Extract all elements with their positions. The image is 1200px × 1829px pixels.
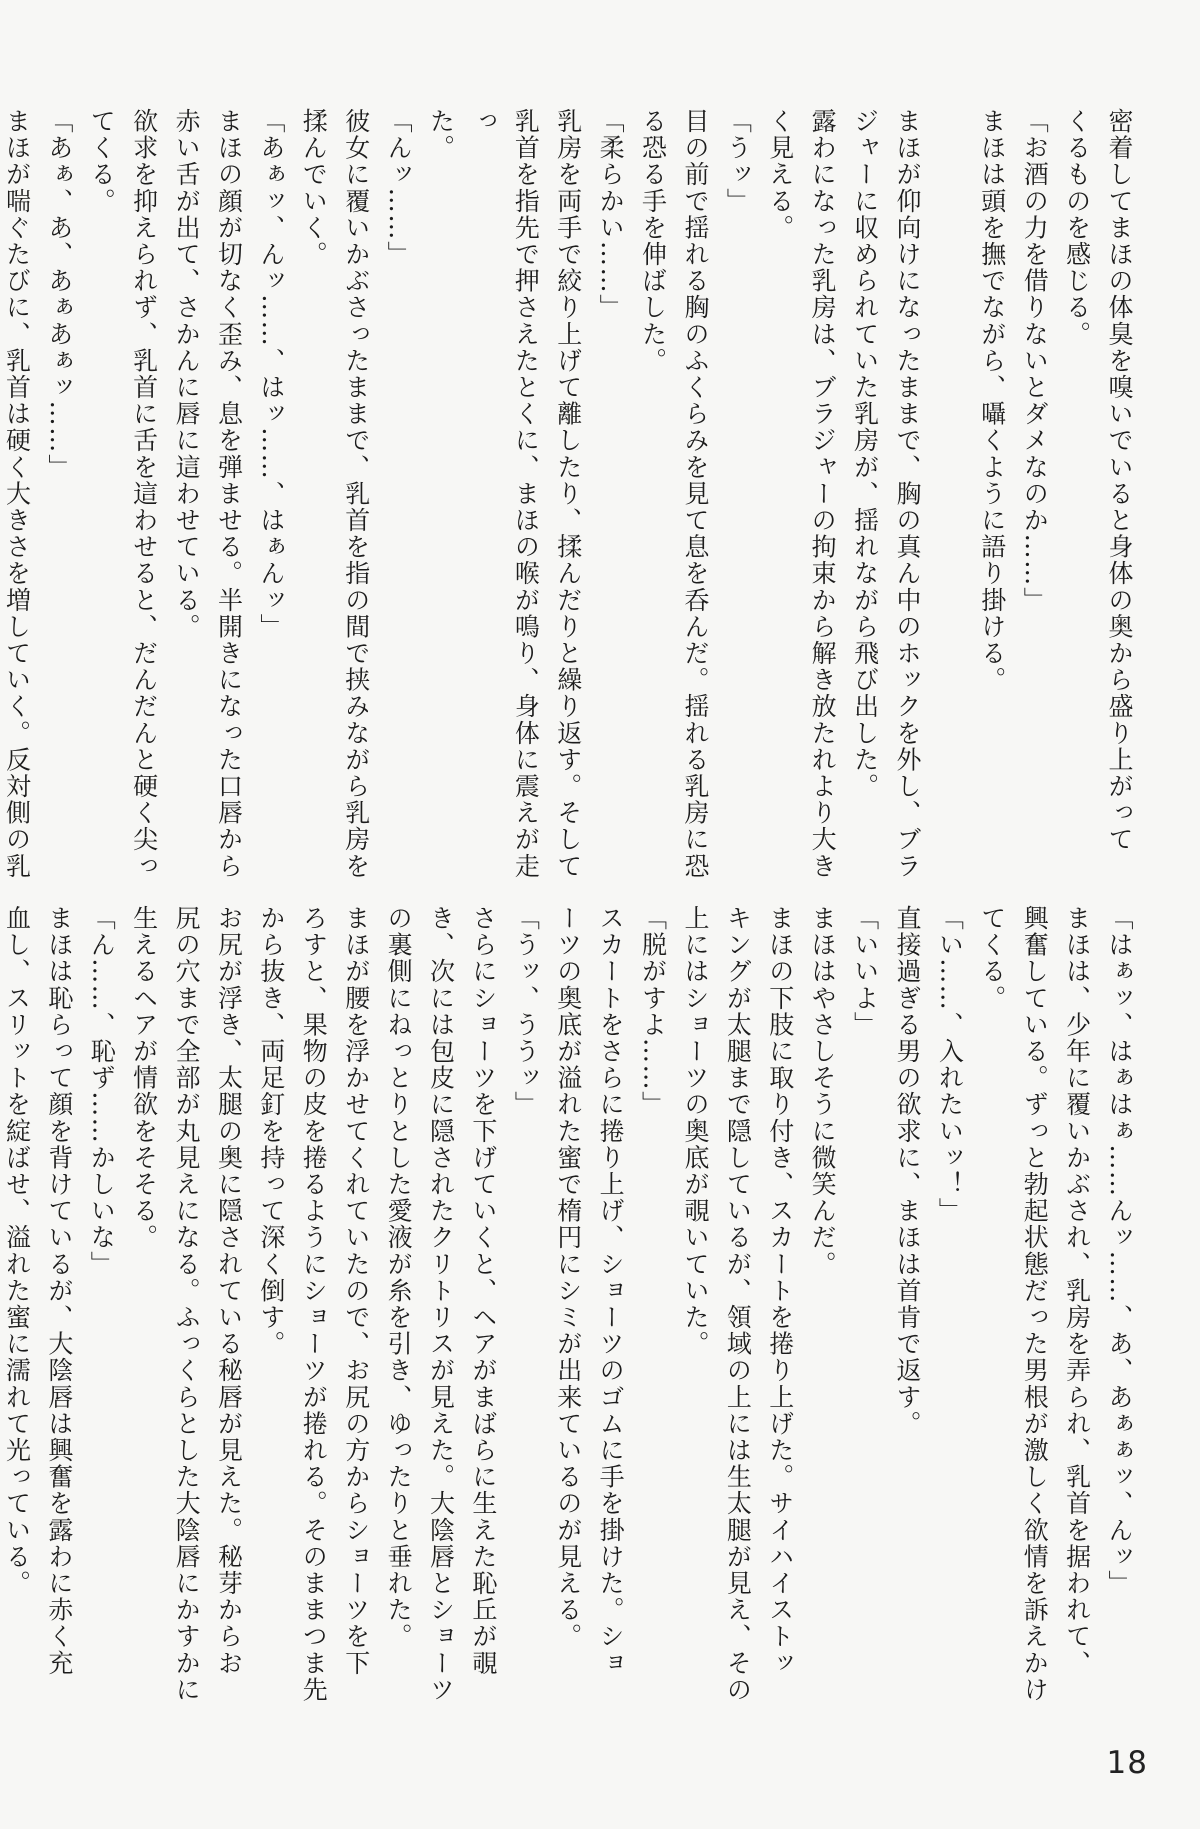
text-line: 乳首を指先で押さえたとくに、まほの喉が鳴り、身体に震えが走っ: [468, 108, 541, 880]
text-line: 欲求を抑えられず、乳首に舌を這わせると、だんだんと硬く尖っ: [129, 108, 159, 880]
text-line: 「はぁッ、はぁはぁ……んッ……、あ、あぁぁッ、んッ」: [1105, 905, 1134, 1597]
text-line: てくる。: [87, 108, 117, 215]
lower-text-block: [2, 905, 1140, 1705]
text-line: スカートをさらに捲り上げ、ショーツのゴムに手を掛けた。ショ: [596, 905, 626, 1677]
text-line: まほが腰を浮かせてくれていたので、お尻の方からショーツを下: [341, 905, 371, 1677]
text-line: まほはやさしそうに微笑んだ。: [808, 905, 838, 1278]
text-line: 密着してまほの体臭を嗅いでいると身体の奥から盛り上がって: [1105, 108, 1134, 853]
text-line: 「いいよ」: [850, 905, 880, 1038]
text-line: 「脱がすよ……」: [638, 905, 668, 1118]
page-number: 18: [1106, 1745, 1148, 1781]
text-line: まほは頭を撫でながら、囁くように語り掛ける。: [977, 108, 1007, 694]
text-line: 血し、スリットを綻ばせ、溢れた蜜に濡れて光っている。: [2, 905, 32, 1597]
text-line: まほは恥らって顔を背けているが、大陰唇は興奮を露わに赤く充: [44, 905, 74, 1677]
text-line: まほの顔が切なく歪み、息を弾ませる。半開きになった口唇から: [214, 108, 244, 880]
text-line: 「ん……、恥ず……かしいな」: [87, 905, 117, 1278]
text-line: 「あぁッ、んッ……、はッ……、はぁんッ」: [256, 108, 286, 640]
text-line: [928, 108, 970, 883]
text-line: 尻の穴まで全部が丸見えになる。ふっくらとした大陰唇にかすかに: [172, 905, 202, 1703]
text-line: 「あぁ、あ、あぁあぁッ……」: [44, 108, 74, 481]
text-line: ジャーに収められていた乳房が、揺れながら飛び出した。: [850, 108, 880, 800]
text-line: 上にはショーツの奥底が覗いていた。: [680, 905, 710, 1358]
text-line: ーツの奥底が溢れた蜜で楕円にシミが出来ているのが見える。: [553, 905, 583, 1650]
text-line: 赤い舌が出て、さかんに唇に這わせている。: [172, 108, 202, 640]
text-line: 乳房を両手で絞り上げて離したり、揉んだりと繰り返す。そして: [553, 108, 583, 880]
text-line: まほの下肢に取り付き、スカートを捲り上げた。サイハイストッ: [765, 905, 795, 1677]
text-line: 「柔らかい……」: [596, 108, 626, 321]
text-line: 「い……、入れたいッ！」: [935, 905, 965, 1225]
text-line: 生えるヘアが情欲をそそる。: [129, 905, 159, 1251]
text-line: まほが仰向けになったままで、胸の真ん中のホックを外し、ブラ: [892, 108, 922, 880]
text-line: さらにショーツを下げていくと、ヘアがまばらに生えた恥丘が覗: [468, 905, 498, 1677]
text-line: 興奮している。ずっと勃起状態だった男根が激しく欲情を訴えかけ: [1020, 905, 1050, 1703]
text-line: お尻が浮き、太腿の奥に隠されている秘唇が見えた。秘芽からお: [214, 905, 244, 1677]
text-line: 直接過ぎる男の欲求に、まほは首肯で返す。: [892, 905, 922, 1437]
upper-text-block: [2, 108, 1140, 883]
text-line: 彼女に覆いかぶさったままで、乳首を指の間で挟みながら乳房を: [341, 108, 371, 880]
text-line: く見える。: [765, 108, 795, 241]
text-line: た。: [426, 108, 456, 162]
text-line: まほが喘ぐたびに、乳首は硬く大きさを増していく。反対側の乳: [2, 108, 32, 880]
text-line: キングが太腿まで隠しているが、領域の上には生太腿が見え、その: [723, 905, 753, 1703]
text-line: の裏側にねっとりとした愛液が糸を引き、ゆったりと垂れた。: [384, 905, 414, 1650]
text-line: まほは、少年に覆いかぶされ、乳房を弄られ、乳首を据われて、: [1062, 905, 1092, 1677]
text-line: から抜き、両足釘を持って深く倒す。: [256, 905, 286, 1358]
text-line: 「んッ……」: [384, 108, 414, 268]
text-line: てくる。: [977, 905, 1007, 1012]
text-line: 揉んでいく。: [299, 108, 329, 268]
text-line: 露わになった乳房は、ブラジャーの拘束から解き放たれより大き: [808, 108, 838, 880]
text-line: 「うッ」: [723, 108, 753, 215]
text-line: 「うッ、ううッ」: [511, 905, 541, 1118]
text-line: ろすと、果物の皮を捲るようにショーツが捲れる。そのままつま先: [299, 905, 329, 1703]
text-line: 「お酒の力を借りないとダメなのか……」: [1020, 108, 1050, 614]
text-line: 目の前で揺れる胸のふくらみを見て息を呑んだ。揺れる乳房に恐: [680, 108, 710, 880]
text-line: る恐る手を伸ばした。: [638, 108, 668, 374]
text-line: くるものを感じる。: [1062, 108, 1092, 348]
text-line: き、次には包皮に隠されたクリトリスが見えた。大陰唇とショーツ: [426, 905, 456, 1703]
